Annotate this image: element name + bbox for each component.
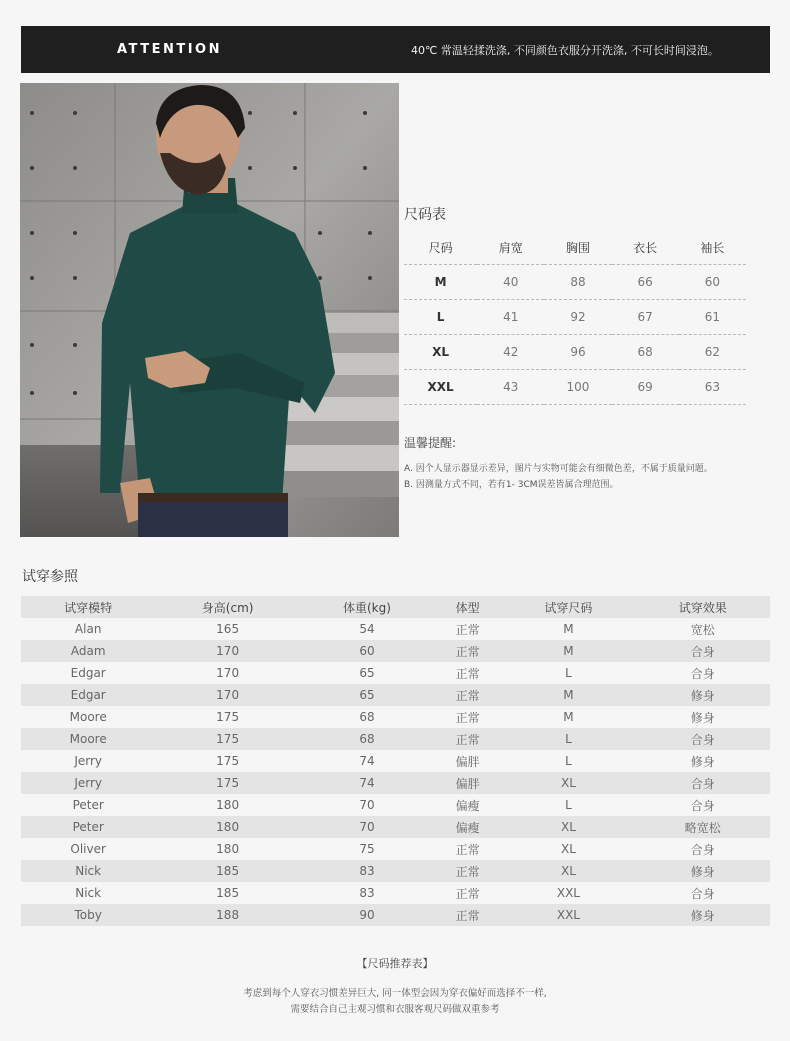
size-row [404,300,746,335]
try-on-cell: 60 [359,644,375,658]
size-value: 68 [612,335,679,370]
try-on-cell: 170 [216,644,240,658]
try-on-cell: 合身 [690,644,715,659]
try-on-cell: 偏胖 [455,776,480,791]
size-row [404,370,746,405]
table-row [21,662,770,684]
try-on-cell: 175 [216,710,240,724]
try-on-cell: M [563,688,574,702]
try-on-cell: 65 [359,666,375,680]
size-chart-header-row [404,230,746,265]
try-on-cell: 70 [359,820,375,834]
size-value: 66 [612,265,679,300]
size-value: 88 [544,265,611,300]
try-on-cell: Nick [75,886,102,900]
size-label: XL [404,335,477,370]
try-on-cell: Toby [74,908,102,922]
try-on-cell: XXL [556,886,580,900]
try-on-header-cell: 试穿尺码 [501,596,635,618]
try-on-cell: L [565,798,572,812]
try-on-cell: 正常 [455,644,480,659]
tip-measurement-error: B. 因测量方式不同，若有1- 3CM误差皆属合理范围。 [404,480,619,490]
table-row [21,640,770,662]
size-value: 40 [477,265,544,300]
washing-note: 40℃ 常温轻揉洗涤, 不同颜色衣服分开洗涤, 不可长时间浸泡。 [411,44,719,57]
size-value: 69 [612,370,679,405]
try-on-cell: Peter [72,820,104,834]
try-on-cell: 略宽松 [684,820,721,835]
try-on-header-cell: 试穿效果 [636,596,770,618]
size-value: 42 [477,335,544,370]
try-on-cell: 185 [216,864,240,878]
try-on-cell: XL [560,820,576,834]
try-on-cell: 合身 [690,842,715,857]
try-on-cell: L [565,754,572,768]
try-on-cell: Edgar [70,688,106,702]
try-on-cell: 180 [216,798,240,812]
try-on-cell: XL [560,842,576,856]
try-on-cell: L [565,732,572,746]
try-on-header-row [21,596,770,618]
try-on-cell: 74 [359,776,375,790]
size-row [404,335,746,370]
try-on-cell: 修身 [690,688,715,703]
try-on-table [21,596,770,926]
size-value: 62 [679,335,746,370]
try-on-cell: XL [560,776,576,790]
table-row [21,706,770,728]
try-on-cell: Peter [72,798,104,812]
try-on-cell: Moore [69,710,107,724]
size-chart-table [404,230,746,405]
try-on-cell: 正常 [455,622,480,637]
try-on-cell: M [563,644,574,658]
try-on-header-cell: 体重(kg) [300,596,434,618]
try-on-cell: 修身 [690,864,715,879]
try-on-cell: 偏瘦 [455,798,480,813]
try-on-cell: 188 [216,908,240,922]
size-header-cell: 衣长 [612,230,679,265]
try-on-cell: 54 [359,622,375,636]
try-on-cell: 170 [216,666,240,680]
try-on-header-cell: 身高(cm) [155,596,300,618]
tips-title: 温馨提醒: [404,436,457,450]
try-on-cell: 68 [359,732,375,746]
size-value: 61 [679,300,746,335]
try-on-cell: 175 [216,776,240,790]
try-on-cell: 74 [359,754,375,768]
recommend-line-1: 考虑到每个人穿衣习惯差异巨大, 同一体型会因为穿衣偏好而选择不一样, [243,988,547,999]
try-on-cell: 合身 [690,798,715,813]
attention-label: ATTENTION [117,42,222,57]
size-value: 100 [544,370,611,405]
size-label: XXL [404,370,477,405]
size-value: 67 [612,300,679,335]
try-on-cell: 正常 [455,908,480,923]
attention-banner [21,26,770,73]
try-on-cell: 正常 [455,710,480,725]
try-on-cell: Jerry [74,776,103,790]
try-on-cell: 175 [216,754,240,768]
try-on-cell: Adam [70,644,106,658]
size-row [404,265,746,300]
size-header-cell: 袖长 [679,230,746,265]
table-row [21,618,770,640]
try-on-title: 试穿参照 [22,569,78,585]
try-on-cell: 正常 [455,688,480,703]
try-on-cell: 修身 [690,754,715,769]
try-on-cell: 180 [216,820,240,834]
try-on-cell: 90 [359,908,375,922]
table-row [21,750,770,772]
table-row [21,794,770,816]
size-label: M [404,265,477,300]
try-on-cell: 合身 [690,732,715,747]
try-on-cell: 正常 [455,666,480,681]
try-on-cell: XXL [556,908,580,922]
try-on-header-cell: 体型 [434,596,501,618]
size-label: L [404,300,477,335]
table-row [21,904,770,926]
try-on-cell: 合身 [690,886,715,901]
try-on-cell: Nick [75,864,102,878]
size-value: 60 [679,265,746,300]
try-on-cell: 合身 [690,776,715,791]
table-row [21,728,770,750]
try-on-cell: 180 [216,842,240,856]
tip-color-difference: A. 因个人显示器显示差异，图片与实物可能会有细微色差，不属于质量问题。 [404,464,713,474]
try-on-cell: Moore [69,732,107,746]
recommend-title: 【尺码推荐表】 [356,957,434,970]
table-row [21,838,770,860]
try-on-cell: 合身 [690,666,715,681]
try-on-cell: 宽松 [690,622,715,637]
try-on-cell: 68 [359,710,375,724]
try-on-cell: Edgar [70,666,106,680]
size-value: 96 [544,335,611,370]
size-header-cell: 肩宽 [477,230,544,265]
try-on-cell: XL [560,864,576,878]
try-on-cell: 175 [216,732,240,746]
try-on-cell: 修身 [690,908,715,923]
try-on-cell: 83 [359,864,375,878]
try-on-cell: 165 [216,622,240,636]
try-on-body [21,618,770,926]
recommend-line-2: 需要结合自己主观习惯和衣服客观尺码做双重参考 [290,1004,500,1015]
try-on-cell: 正常 [455,864,480,879]
try-on-cell: Alan [74,622,102,636]
try-on-cell: 70 [359,798,375,812]
try-on-header-cell: 试穿模特 [21,596,155,618]
size-chart-title: 尺码表 [404,207,446,223]
model-photo [20,83,399,537]
table-row [21,816,770,838]
try-on-cell: Jerry [74,754,103,768]
try-on-cell: L [565,666,572,680]
try-on-cell: 修身 [690,710,715,725]
try-on-cell: 185 [216,886,240,900]
table-row [21,772,770,794]
size-header-cell: 尺码 [404,230,477,265]
table-row [21,684,770,706]
size-value: 63 [679,370,746,405]
try-on-cell: 正常 [455,732,480,747]
try-on-cell: 65 [359,688,375,702]
size-value: 43 [477,370,544,405]
try-on-cell: 偏瘦 [455,820,480,835]
try-on-cell: Oliver [70,842,106,856]
table-row [21,882,770,904]
try-on-cell: 正常 [455,842,480,857]
try-on-cell: 正常 [455,886,480,901]
try-on-cell: M [563,622,574,636]
size-value: 41 [477,300,544,335]
size-value: 92 [544,300,611,335]
try-on-cell: 170 [216,688,240,702]
try-on-cell: 83 [359,886,375,900]
table-row [21,860,770,882]
try-on-cell: 偏胖 [455,754,480,769]
size-header-cell: 胸围 [544,230,611,265]
try-on-cell: M [563,710,574,724]
try-on-cell: 75 [359,842,375,856]
